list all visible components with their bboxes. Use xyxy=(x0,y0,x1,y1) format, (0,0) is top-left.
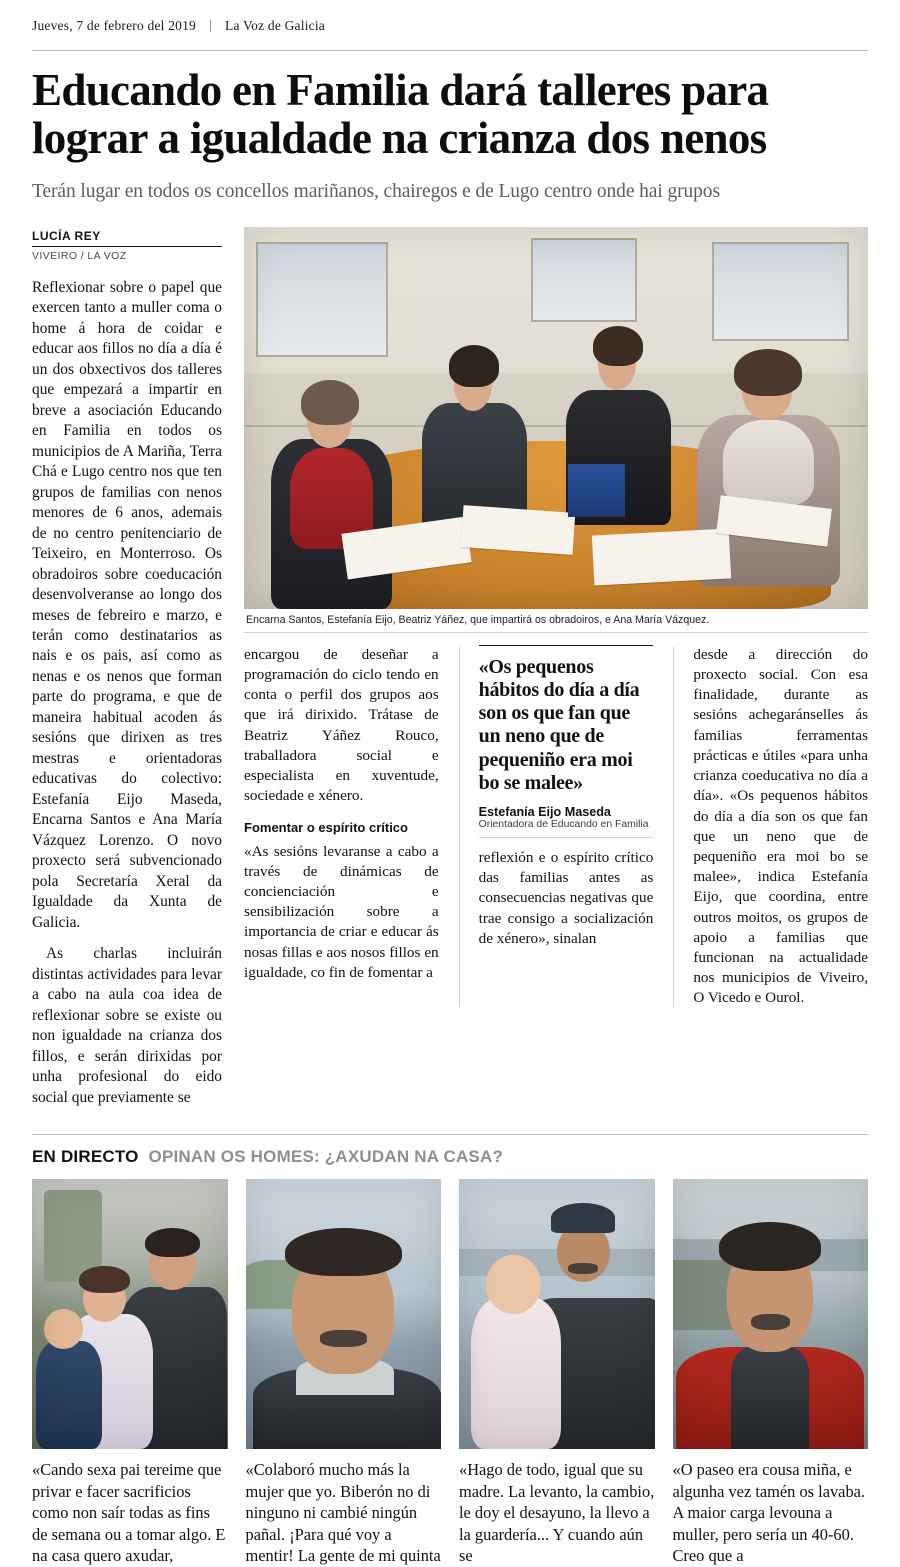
vox-photo-2 xyxy=(246,1179,442,1449)
vox-item-4 xyxy=(673,1179,869,1566)
vox-text-2: «Colaboró mucho más la mujer que yo. Biberón no di ninguno ni cambié ningún pañal. ¡Para qué voy a mentir! La gente de mi quinta xyxy=(245,1460,441,1566)
pull-quote-author: Estefanía Eijo Maseda xyxy=(478,804,611,819)
photo-vignette xyxy=(244,227,868,609)
main-photo-caption: Encarna Santos, Estefanía Eijo, Beatriz Yáñez, que impartirá os obradoiros, e Ana María Vázquez. xyxy=(244,609,868,633)
pull-quote: «Os pequenos hábitos do día a día son os que fan que un neno que de pequeniño era moi bo se malee» xyxy=(479,645,654,795)
en-directo-kicker: EN DIRECTO xyxy=(32,1147,139,1167)
header-rule xyxy=(32,50,868,51)
article-column-2 xyxy=(459,645,654,1009)
masthead xyxy=(32,0,868,34)
lead-paragraph-1: Reflexionar sobre o papel que exercen tanto a muller coma o home á hora de coidar e educar aos fillos no día a día é un dos obxectivos dos talleres que empezará a impartir en breve a asociación Educando en Familia en todos os municipios de A Mariña, Terra Chá e Lugo centro nos que ten grupos de familias con nenos menores de 6 anos, ademais de no centro penitenciario de Teixeiro, en Monterroso. Os obradoiros sobre coeducación desenvolveranse ao longo dos meses de febreiro e marzo, e terán como destinatarios as nais e os pais, así como as nenas e os nenos que forman parte do programa, e que de maneira habitual acoden ás sesións que dirixen as tres mestras e orientadoras educativas do colectivo: Estefanía Eijo Maseda, Encarna Santos e Ana María Vázquez Lorenzo. O novo proxecto será subvencionado pola Secretaría Xeral da Igualdade da Xunta de Galicia. xyxy=(32,278,222,931)
article-column-3 xyxy=(673,645,868,1009)
column-1-subhead: Fomentar o espírito crítico xyxy=(244,819,408,835)
vox-photo-3 xyxy=(459,1179,655,1449)
article-columns xyxy=(244,645,868,1009)
masthead-paper-name: La Voz de Galicia xyxy=(225,18,325,33)
vox-text-1: «Cando sexa pai tereime que privar e facer sacrificios como non saír todas as fins de semana ou a tomar algo. E na casa quero axudar, xyxy=(32,1460,226,1566)
column-1-paragraph: encargou de deseñar a programación do ciclo tendo en conta o perfil dos grupos aos que irá dirixido. Trátase de Beatriz Yáñez Rouco, traballadora social e especialista en xuventude, sociedade e xénero. xyxy=(244,645,439,805)
en-directo-question: OPINAN OS HOMES: ¿AXUDAN NA CASA? xyxy=(148,1147,504,1167)
byline-block xyxy=(32,227,222,1108)
column-2-paragraph: reflexión e o espírito crítico das familias antes as consecuencias negativas que trae consigo a socialización de xénero», sinalan xyxy=(478,848,654,947)
article-top-grid xyxy=(32,227,868,1108)
page-title: Educando en Familia dará talleres para lograr a igualdade na crianza dos nenos xyxy=(32,65,769,163)
byline-author: LUCÍA REY xyxy=(32,228,101,243)
lead-text-column xyxy=(32,278,222,1108)
pull-quote-role: Orientadora de Educando en Familia xyxy=(479,819,654,838)
article-subhead: Terán lugar en todos os concellos mariñanos, chairegos e de Lugo centro onde hai grupos xyxy=(32,181,720,203)
byline-location: VIVEIRO / LA VOZ xyxy=(32,249,127,262)
vox-text-4: «O paseo era cousa miña, e algunha vez tamén os lavaba. A maior carga levouna a muller, pero sería un 40-60. Creo que a xyxy=(672,1460,866,1566)
vox-text-3: «Hago de todo, igual que su madre. La levanto, la cambio, le doy el desayuno, la llevo a la guardería... Y cuando aún se xyxy=(459,1460,655,1566)
main-photo-block xyxy=(244,227,868,1108)
lead-paragraph-2: As charlas incluirán distintas actividades para levar a cabo na aula coa idea de reflexionar sobre se existe ou non igualdade na crianza dos fillos, e serán dirixidas por unha profesional do eido social que previamente se xyxy=(32,945,222,1106)
vox-photo-1 xyxy=(32,1179,228,1449)
vox-pop-grid xyxy=(32,1179,868,1566)
article-column-1 xyxy=(244,645,439,1009)
vox-item-2 xyxy=(246,1179,442,1566)
en-directo-header xyxy=(32,1134,868,1167)
column-1-paragraph-2: «As sesións levaranse a cabo a través de dinámicas de concienciación e sensibilización sobre a importancia de criar e educar ás nosas fillas e aos nosos fillos en igualdade, co fin de fomentar a xyxy=(244,842,439,981)
vox-photo-4 xyxy=(673,1179,869,1449)
column-3-paragraph: desde a dirección do proxecto social. Con esa finalidade, durante as sesións achegaránselles ás familias ferramentas prácticas e útiles «para unha crianza coeducativa no día a día». «Os pequenos hábitos do día a día son os que fan que un neno que de pequeniño era moi bo se malee», indica Estefanía Eijo, que coordina, entre outros moitos, os grupos de apoio a familias que funcionan na actualidade nos municipios de Viveiro, O Vicedo e Ourol. xyxy=(693,645,868,1007)
vox-item-1 xyxy=(32,1179,228,1566)
masthead-date: Jueves, 7 de febrero del 2019 xyxy=(32,18,196,33)
byline-rule xyxy=(32,246,222,247)
main-photo xyxy=(244,227,868,609)
vox-item-3 xyxy=(459,1179,655,1566)
